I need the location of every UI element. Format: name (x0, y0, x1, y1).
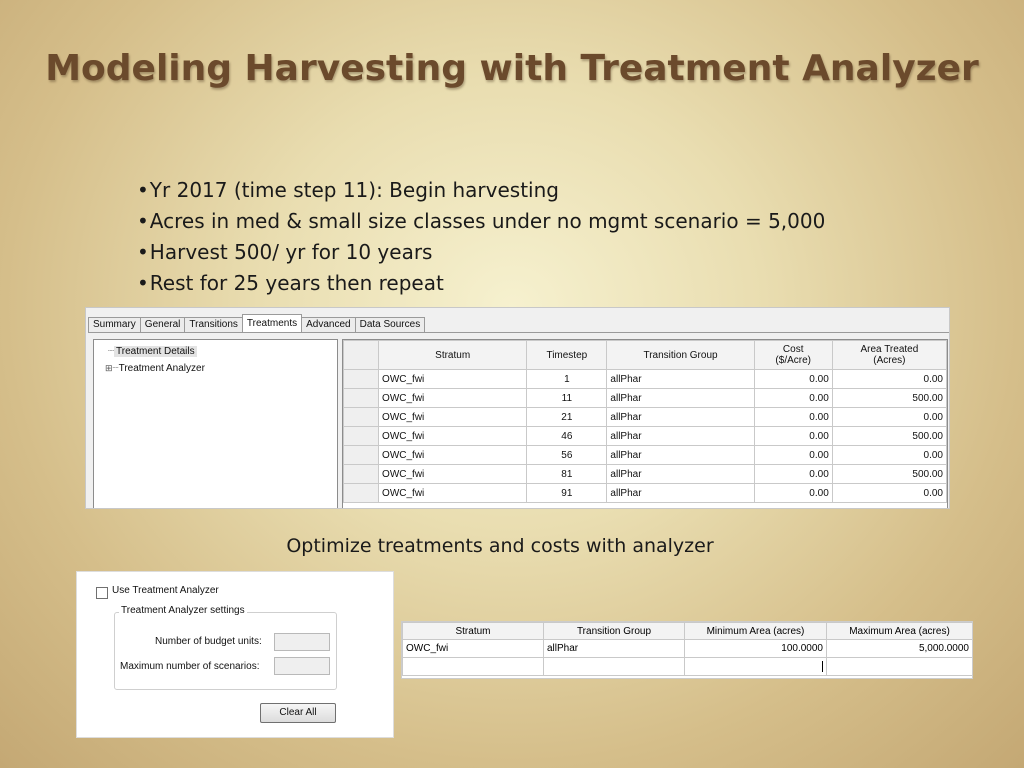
cell-cost[interactable]: 0.00 (754, 370, 832, 389)
cell-timestep[interactable]: 1 (527, 370, 607, 389)
analyzer-table (402, 622, 973, 676)
tab-strip (88, 314, 424, 332)
analyzer-settings-group (114, 612, 337, 690)
tree-connector: ┈ (112, 363, 119, 374)
column-header-cost[interactable] (754, 341, 832, 370)
table-header-row (403, 623, 973, 640)
bullet-dot: • (137, 240, 149, 264)
cell-cost[interactable]: 0.00 (754, 389, 832, 408)
cell-timestep[interactable]: 11 (527, 389, 607, 408)
treatments-grid (342, 339, 948, 508)
cell-area-treated[interactable]: 0.00 (832, 408, 946, 427)
treatments-window (85, 307, 950, 509)
bullet-dot: • (137, 178, 149, 202)
cell-cost[interactable]: 0.00 (754, 408, 832, 427)
cell-area-treated[interactable]: 500.00 (832, 389, 946, 408)
row-header[interactable] (344, 408, 379, 427)
tree-connector: ┈ (108, 346, 115, 357)
cell-timestep[interactable]: 21 (527, 408, 607, 427)
tab-treatments[interactable]: Treatments (242, 314, 302, 332)
table-header-row (344, 341, 947, 370)
cell-area-treated[interactable]: 0.00 (832, 370, 946, 389)
slide-title-text: Modeling Harvesting with Treatment Analyzer (45, 48, 979, 89)
cell-stratum[interactable]: OWC_fwi (379, 370, 527, 389)
budget-units-label: Number of budget units: (155, 636, 262, 647)
row-header[interactable] (344, 446, 379, 465)
bullet-text: Acres in med & small size classes under no mgmt scenario = 5,000 (149, 209, 826, 233)
table-row[interactable] (344, 389, 947, 408)
row-header[interactable] (344, 370, 379, 389)
max-scenarios-label: Maximum number of scenarios: (120, 661, 260, 672)
cell-empty[interactable] (544, 658, 685, 676)
cell-timestep[interactable]: 81 (527, 465, 607, 484)
cell-empty[interactable] (827, 658, 973, 676)
bullet-dot: • (137, 209, 149, 233)
bullet-item (137, 206, 825, 237)
cell-area-treated[interactable]: 0.00 (832, 484, 946, 503)
header-line: Area Treated (860, 344, 919, 355)
analyzer-settings-legend: Treatment Analyzer settings (121, 605, 245, 616)
bullet-text: Harvest 500/ yr for 10 years (149, 240, 433, 264)
column-header-timestep[interactable]: Timestep (527, 341, 607, 370)
tab-divider (88, 332, 949, 333)
cell-transition-group[interactable]: allPhar (607, 389, 754, 408)
column-header-transition-group[interactable]: Transition Group (607, 341, 754, 370)
cell-stratum[interactable]: OWC_fwi (379, 408, 527, 427)
cell-transition-group[interactable]: allPhar (607, 465, 754, 484)
table-row[interactable] (344, 370, 947, 389)
table-row[interactable] (344, 408, 947, 427)
cell-transition-group[interactable]: allPhar (607, 484, 754, 503)
cell-stratum[interactable]: OWC_fwi (379, 484, 527, 503)
analyzer-grid (401, 621, 973, 679)
use-analyzer-checkbox[interactable] (96, 587, 108, 599)
tab-transitions[interactable]: Transitions (184, 317, 243, 332)
bullet-text: Yr 2017 (time step 11): Begin harvesting (149, 178, 559, 202)
tab-general[interactable]: General (140, 317, 186, 332)
column-header-stratum[interactable]: Stratum (379, 341, 527, 370)
tab-advanced[interactable]: Advanced (301, 317, 355, 332)
cell-area-treated[interactable]: 0.00 (832, 446, 946, 465)
table-row[interactable] (344, 427, 947, 446)
cell-transition-group[interactable]: allPhar (607, 446, 754, 465)
row-header[interactable] (344, 427, 379, 446)
cell-area-treated[interactable]: 500.00 (832, 465, 946, 484)
caption (0, 535, 1000, 557)
cell-stratum[interactable]: OWC_fwi (379, 427, 527, 446)
cell-transition-group[interactable]: allPhar (607, 370, 754, 389)
expand-icon[interactable]: ⊞ (105, 363, 113, 373)
bullet-list (137, 175, 825, 299)
column-header-stratum[interactable]: Stratum (403, 623, 544, 640)
clear-all-button[interactable]: Clear All (260, 703, 336, 723)
column-header-transition-group[interactable]: Transition Group (544, 623, 685, 640)
budget-units-input[interactable] (274, 633, 330, 651)
caption-text: Optimize treatments and costs with analyzer (286, 535, 714, 557)
column-header-area-treated[interactable] (832, 341, 946, 370)
header-line: Cost (782, 344, 804, 355)
cell-stratum[interactable]: OWC_fwi (379, 446, 527, 465)
bullet-item (137, 237, 825, 268)
cell-cost[interactable]: 0.00 (754, 427, 832, 446)
cell-transition-group[interactable]: allPhar (544, 640, 685, 658)
bullet-item (137, 175, 825, 206)
text-cursor (822, 661, 823, 672)
tree-item-label: Treatment Details (116, 346, 195, 357)
cell-cost[interactable]: 0.00 (754, 446, 832, 465)
bullet-text: Rest for 25 years then repeat (149, 271, 444, 295)
cell-editing[interactable] (685, 658, 827, 676)
cell-transition-group[interactable]: allPhar (607, 427, 754, 446)
cell-maximum-area[interactable]: 5,000.0000 (827, 640, 973, 658)
tab-data-sources[interactable]: Data Sources (355, 317, 426, 332)
row-header-corner (344, 341, 379, 370)
table-row[interactable] (344, 465, 947, 484)
cell-empty[interactable] (403, 658, 544, 676)
treatment-tree (93, 339, 338, 508)
cell-transition-group[interactable]: allPhar (607, 408, 754, 427)
cell-timestep[interactable]: 56 (527, 446, 607, 465)
table-row-new[interactable] (403, 658, 973, 676)
cell-cost[interactable]: 0.00 (754, 465, 832, 484)
tree-item-treatment-analyzer[interactable] (105, 361, 205, 375)
table-row[interactable] (344, 484, 947, 503)
row-header[interactable] (344, 465, 379, 484)
cell-stratum[interactable]: OWC_fwi (403, 640, 544, 658)
bullet-item (137, 268, 825, 299)
treatments-table (343, 340, 947, 503)
cell-timestep[interactable]: 46 (527, 427, 607, 446)
cell-minimum-area[interactable]: 100.0000 (685, 640, 827, 658)
table-row[interactable] (344, 446, 947, 465)
cell-cost[interactable]: 0.00 (754, 484, 832, 503)
cell-area-treated[interactable]: 500.00 (832, 427, 946, 446)
cell-stratum[interactable]: OWC_fwi (379, 389, 527, 408)
cell-timestep[interactable]: 91 (527, 484, 607, 503)
header-line: (Acres) (873, 355, 906, 366)
column-header-minimum-area[interactable]: Minimum Area (acres) (685, 623, 827, 640)
bullet-dot: • (137, 271, 149, 295)
tree-item-label: Treatment Analyzer (118, 363, 205, 374)
row-header[interactable] (344, 484, 379, 503)
use-analyzer-label[interactable]: Use Treatment Analyzer (112, 585, 219, 596)
column-header-maximum-area[interactable]: Maximum Area (acres) (827, 623, 973, 640)
max-scenarios-input[interactable] (274, 657, 330, 675)
header-line: ($/Acre) (775, 355, 811, 366)
slide-title (0, 48, 1024, 90)
row-header[interactable] (344, 389, 379, 408)
tree-item-treatment-details[interactable] (108, 345, 197, 359)
tab-summary[interactable]: Summary (88, 317, 141, 332)
analyzer-settings-panel (76, 571, 394, 738)
table-row[interactable] (403, 640, 973, 658)
cell-stratum[interactable]: OWC_fwi (379, 465, 527, 484)
